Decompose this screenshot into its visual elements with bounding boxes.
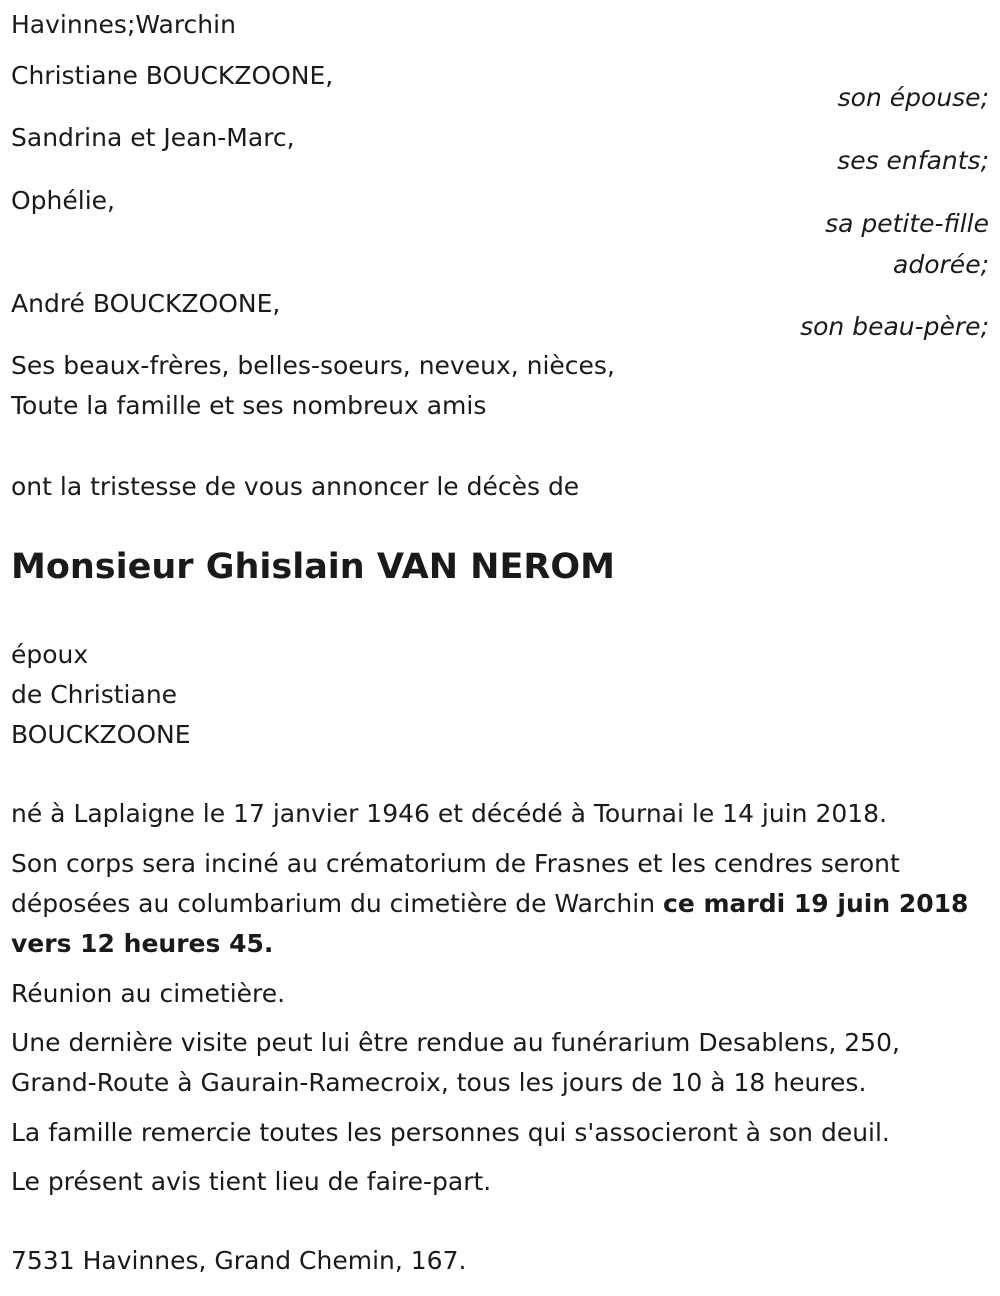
- deceased-name: Monsieur Ghislain VAN NEROM: [11, 547, 615, 587]
- spouse-line: époux: [11, 640, 89, 669]
- cremation-paragraph: [11, 844, 989, 964]
- birth-death: né à Laplaigne le 17 janvier 1946 et décédé à Tournai le 14 juin 2018.: [11, 799, 888, 828]
- family-role: son beau-père;: [800, 312, 989, 341]
- spouse-line: BOUCKZOONE: [11, 720, 191, 749]
- cremation-text: Son corps sera inciné au crématorium de Frasnes et les cendres seront déposées au columbarium du cimetière de Warchin: [11, 849, 900, 918]
- others-line: Toute la famille et ses nombreux amis: [11, 391, 487, 420]
- ceremony-datetime: ce mardi 19 juin 2018 vers 12 heures 45.: [11, 889, 969, 958]
- family-role: adorée;: [893, 250, 989, 279]
- announcement: ont la tristesse de vous annoncer le décès de: [11, 472, 580, 501]
- family-name: André BOUCKZOONE,: [11, 289, 281, 318]
- address: 7531 Havinnes, Grand Chemin, 167.: [11, 1246, 467, 1275]
- family-name: Ophélie,: [11, 186, 115, 215]
- spouse-line: de Christiane: [11, 680, 178, 709]
- meeting: Réunion au cimetière.: [11, 979, 286, 1008]
- family-role: ses enfants;: [837, 146, 989, 175]
- notice: Le présent avis tient lieu de faire-part.: [11, 1167, 492, 1196]
- family-name: Sandrina et Jean-Marc,: [11, 123, 295, 152]
- places-header: Havinnes;Warchin: [11, 10, 236, 39]
- thanks: La famille remercie toutes les personnes qui s'associeront à son deuil.: [11, 1118, 890, 1147]
- family-name: Christiane BOUCKZOONE,: [11, 61, 334, 90]
- family-role: sa petite-fille: [825, 209, 989, 238]
- visit-paragraph: Une dernière visite peut lui être rendue au funérarium Desablens, 250, Grand-Route à Gaurain-Ramecroix, tous les jours de 10 à 18 heures.: [11, 1028, 900, 1097]
- family-role: son épouse;: [837, 83, 989, 112]
- others-line: Ses beaux-frères, belles-soeurs, neveux, nièces,: [11, 351, 615, 380]
